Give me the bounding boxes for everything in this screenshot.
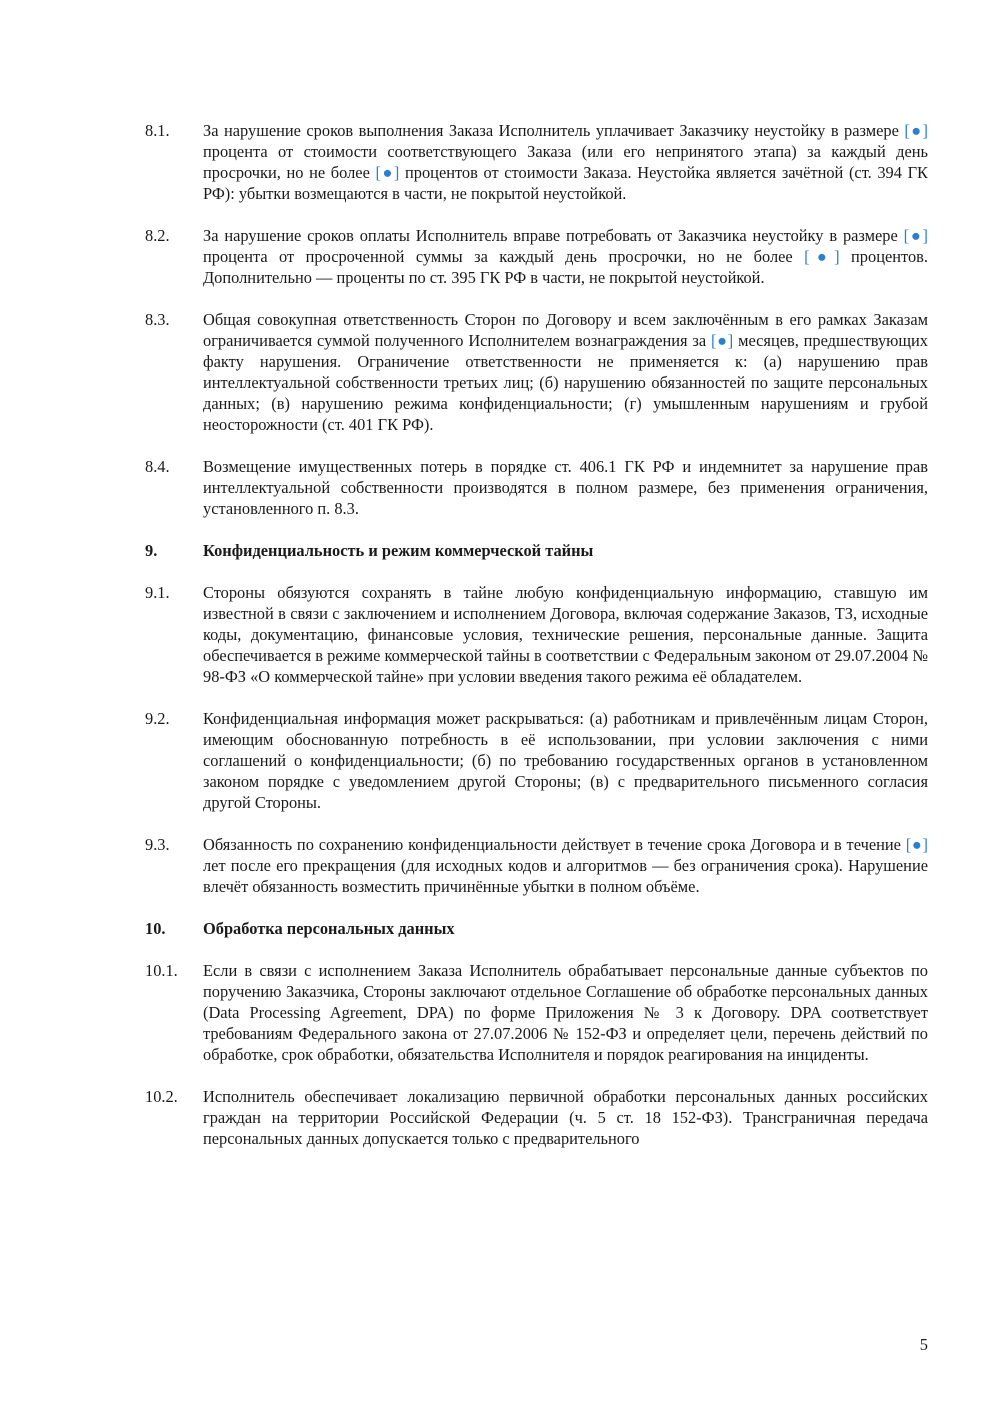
clause-text [203,960,928,1065]
text-run: За нарушение сроков оплаты Исполнитель вправе потребовать от Заказчика неустойку в размере [203,226,904,245]
clause-number: 9.3. [145,835,170,854]
clause-8-3 [145,309,928,435]
page-content [145,120,928,1170]
clause-10-1 [145,960,928,1065]
clause-9-3 [145,834,928,897]
clause-text [203,456,928,519]
text-run: процентов от стоимости Заказа. Неустойка является зачётной (ст. 394 ГК РФ): убытки возмещаются в части, не покрытой неустойкой. [203,163,928,203]
text-run: процента от просроченной суммы за каждый день просрочки, но не более [203,247,805,266]
clause-8-2 [145,225,928,288]
clause-number: 10.1. [145,961,178,980]
clause-9-1 [145,582,928,687]
placeholder-marker: [●] [710,331,734,350]
page-number: 5 [919,1335,928,1354]
clause-number: 8.3. [145,310,170,329]
section-title: Конфиденциальность и режим коммерческой тайны [203,541,594,560]
section-heading-9 [145,540,928,561]
clause-text [203,582,928,687]
clause-number: 10.2. [145,1087,178,1106]
clause-text [203,834,928,897]
clause-text [203,309,928,435]
section-heading-10 [145,918,928,939]
clause-9-2 [145,708,928,813]
clause-8-1 [145,120,928,204]
text-run: месяцев, предшествующих факту нарушения. Ограничение ответственности не применяется к: (а) нарушению прав интеллектуальной собственности третьих лиц; (б) нарушению обязанностей по защите персональных данных; (в) нарушению режима конфиденциальности; (г) умышленным нарушениям и грубой неосторожности (ст. 401 ГК РФ). [203,331,928,434]
text-run: Конфиденциальная информация может раскрываться: (а) работникам и привлечённым лицам Сторон, имеющим обоснованную потребность в её использовании, при условии заключения с ними соглашений о конфиденциальности; (б) по требованию государственных органов в установленном законом порядке с уведомлением другой Стороны; (в) с предварительного письменного согласия другой Стороны. [203,709,928,812]
section-number: 10. [145,919,166,938]
clause-number: 8.1. [145,121,170,140]
placeholder-marker: [●] [903,226,928,245]
clause-text [203,120,928,204]
clause-text [203,1086,928,1149]
text-run: процента от стоимости соответствующего Заказа (или его непринятого этапа) за каждый день просрочки, но не более [203,142,928,182]
placeholder-marker: [●] [905,835,928,854]
placeholder-marker: [●] [904,121,928,140]
text-run: Если в связи с исполнением Заказа Исполнитель обрабатывает персональные данные субъектов по поручению Заказчика, Стороны заключают отдельное Соглашение об обработке персональных данных (Data Processing Agreement, DPA) по форме Приложения № 3 к Договору. DPA соответствует требованиям Федерального закона от 27.07.2006 № 152-ФЗ и определяет цели, перечень действий по обработке, срок обработки, обязательства Исполнителя и порядок реагирования на инциденты. [203,961,928,1064]
section-number: 9. [145,541,158,560]
clause-text [203,225,928,288]
clause-text [203,708,928,813]
text-run: Стороны обязуются сохранять в тайне любую конфиденциальную информацию, ставшую им известной в связи с заключением и исполнением Договора, включая содержание Заказов, ТЗ, исходные коды, документацию, финансовые условия, технические решения, персональные данные. Защита обеспечивается в режиме коммерческой тайны в соответствии с Федеральным законом от 29.07.2004 № 98-ФЗ «О коммерческой тайне» при условии введения такого режима её обладателем. [203,583,928,686]
text-run: Исполнитель обеспечивает локализацию первичной обработки персональных данных российских граждан на территории Российской Федерации (ч. 5 ст. 18 152-ФЗ). Трансграничная передача персональных данных допускается только с предварительного [203,1087,928,1148]
text-run: лет после его прекращения (для исходных кодов и алгоритмов — без ограничения срока). Нарушение влечёт обязанность возместить причинённые убытки в полном объёме. [203,856,928,896]
text-run: Обязанность по сохранению конфиденциальности действует в течение срока Договора и в течение [203,835,906,854]
clause-8-4 [145,456,928,519]
clause-number: 8.4. [145,457,170,476]
clause-number: 8.2. [145,226,170,245]
placeholder-marker: [●] [804,247,840,266]
section-title: Обработка персональных данных [203,919,455,938]
clause-number: 9.2. [145,709,170,728]
text-run: Возмещение имущественных потерь в порядке ст. 406.1 ГК РФ и индемнитет за нарушение прав интеллектуальной собственности производятся в полном размере, без применения ограничения, установленного п. 8.3. [203,457,928,518]
clause-number: 9.1. [145,583,170,602]
text-run: процентов. Дополнительно — проценты по ст. 395 ГК РФ в части, не покрытой неустойкой. [203,247,928,287]
text-run: Общая совокупная ответственность Сторон по Договору и всем заключённым в его рамках Заказам ограничивается суммой полученного Исполнителем вознаграждения за [203,310,928,350]
text-run: За нарушение сроков выполнения Заказа Исполнитель уплачивает Заказчику неустойку в размере [203,121,905,140]
clause-10-2 [145,1086,928,1149]
placeholder-marker: [●] [375,163,400,182]
